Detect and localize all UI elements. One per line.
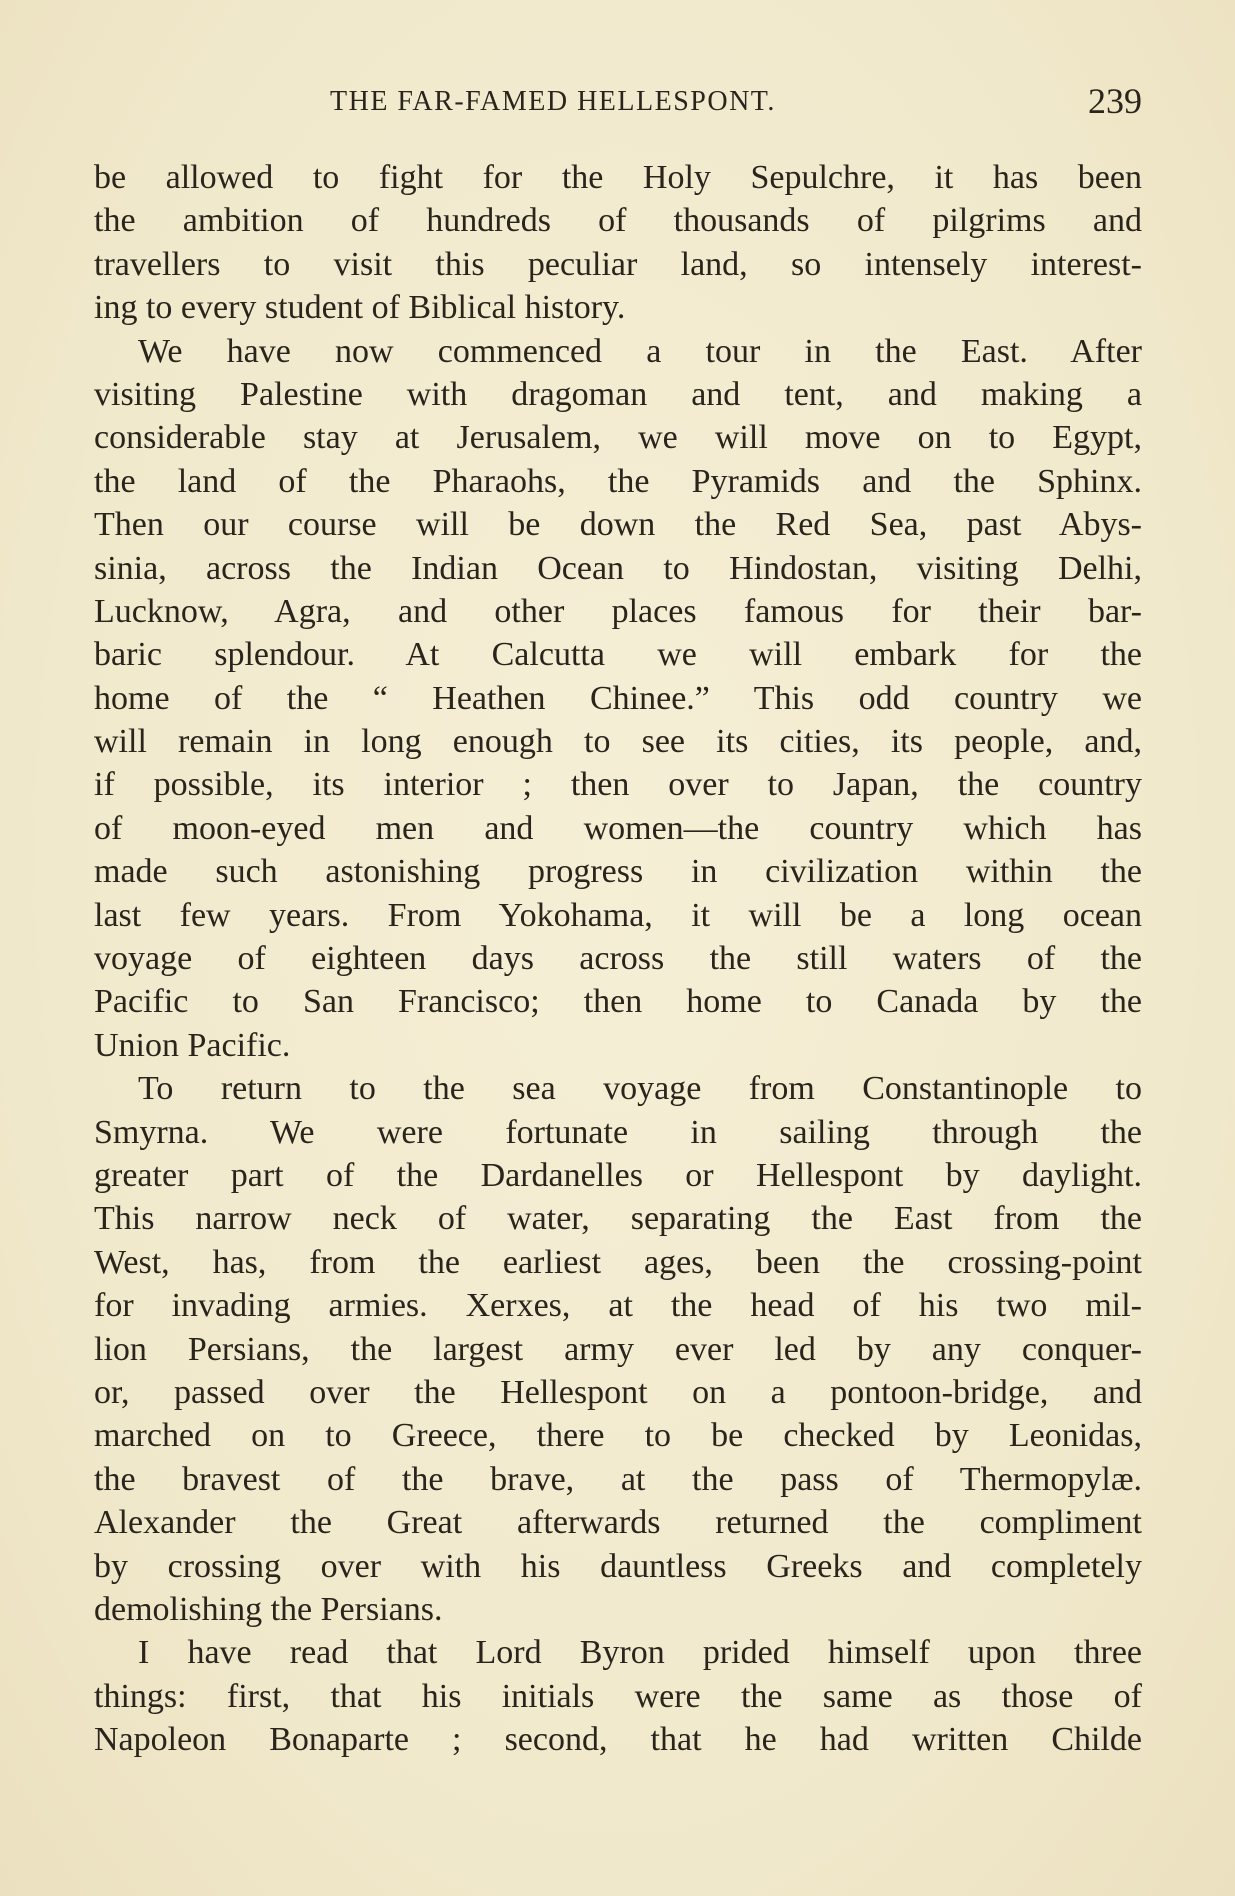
text-line: of moon-eyed men and women—the country which has bbox=[94, 809, 1142, 847]
text-line: voyage of eighteen days across the still waters of the bbox=[94, 940, 1142, 978]
text-line: will remain in long enough to see its cities, its people, and, bbox=[94, 723, 1142, 761]
text-line: Alexander the Great afterwards returned the compliment bbox=[94, 1504, 1142, 1542]
running-header bbox=[92, 81, 1142, 126]
text-line: Smyrna. We were fortunate in sailing through the bbox=[94, 1113, 1142, 1151]
text-line: the bravest of the brave, at the pass of Thermopylæ. bbox=[94, 1460, 1142, 1498]
body-text bbox=[94, 156, 1142, 1761]
text-line: ing to every student of Biblical history. bbox=[94, 289, 626, 327]
text-line: things: first, that his initials were the same as those of bbox=[94, 1677, 1142, 1715]
text-line: last few years. From Yokohama, it will be a long ocean bbox=[94, 896, 1142, 934]
text-line: for invading armies. Xerxes, at the head of his two mil- bbox=[94, 1287, 1142, 1325]
text-line: be allowed to fight for the Holy Sepulchre, it has been bbox=[94, 159, 1142, 196]
text-line: by crossing over with his dauntless Greeks and completely bbox=[94, 1547, 1142, 1585]
text-line: greater part of the Dardanelles or Hellespont by daylight. bbox=[94, 1156, 1142, 1194]
text-line: Napoleon Bonaparte ; second, that he had written Childe bbox=[94, 1721, 1142, 1759]
text-line: the land of the Pharaohs, the Pyramids and the Sphinx. bbox=[94, 462, 1142, 500]
text-line: lion Persians, the largest army ever led by any conquer- bbox=[94, 1330, 1142, 1368]
text-line: demolishing the Persians. bbox=[94, 1590, 443, 1628]
page-number: 239 bbox=[1088, 81, 1142, 121]
text-line: This narrow neck of water, separating the East from the bbox=[94, 1200, 1142, 1238]
text-line: the ambition of hundreds of thousands of pilgrims and bbox=[94, 202, 1142, 240]
text-line: home of the “ Heathen Chinee.” This odd country we bbox=[94, 679, 1142, 717]
paragraph-start-line: To return to the sea voyage from Constantinople to bbox=[138, 1070, 1142, 1108]
text-line: if possible, its interior ; then over to Japan, the country bbox=[94, 766, 1142, 804]
text-line: made such astonishing progress in civilization within the bbox=[94, 853, 1142, 891]
text-line: baric splendour. At Calcutta we will embark for the bbox=[94, 636, 1142, 674]
text-line: visiting Palestine with dragoman and tent, and making a bbox=[94, 375, 1142, 413]
paragraph-start-line: We have now commenced a tour in the East. After bbox=[138, 332, 1142, 370]
text-line: Pacific to San Francisco; then home to Canada by the bbox=[94, 983, 1142, 1021]
running-title: THE FAR-FAMED HELLESPONT. bbox=[330, 86, 776, 117]
text-line: West, has, from the earliest ages, been the crossing-point bbox=[94, 1243, 1142, 1281]
text-line: or, passed over the Hellespont on a pontoon-bridge, and bbox=[94, 1373, 1142, 1411]
text-line: sinia, across the Indian Ocean to Hindostan, visiting Delhi, bbox=[94, 549, 1142, 587]
text-line: marched on to Greece, there to be checked by Leonidas, bbox=[94, 1417, 1142, 1455]
text-line: Union Pacific. bbox=[94, 1026, 291, 1064]
text-line: Lucknow, Agra, and other places famous for their bar- bbox=[94, 592, 1142, 630]
text-line: Then our course will be down the Red Sea, past Abys- bbox=[94, 506, 1142, 544]
text-line: travellers to visit this peculiar land, so intensely interest- bbox=[94, 245, 1142, 283]
text-line: considerable stay at Jerusalem, we will move on to Egypt, bbox=[94, 419, 1142, 457]
paragraph-start-line: I have read that Lord Byron prided himself upon three bbox=[138, 1634, 1142, 1672]
